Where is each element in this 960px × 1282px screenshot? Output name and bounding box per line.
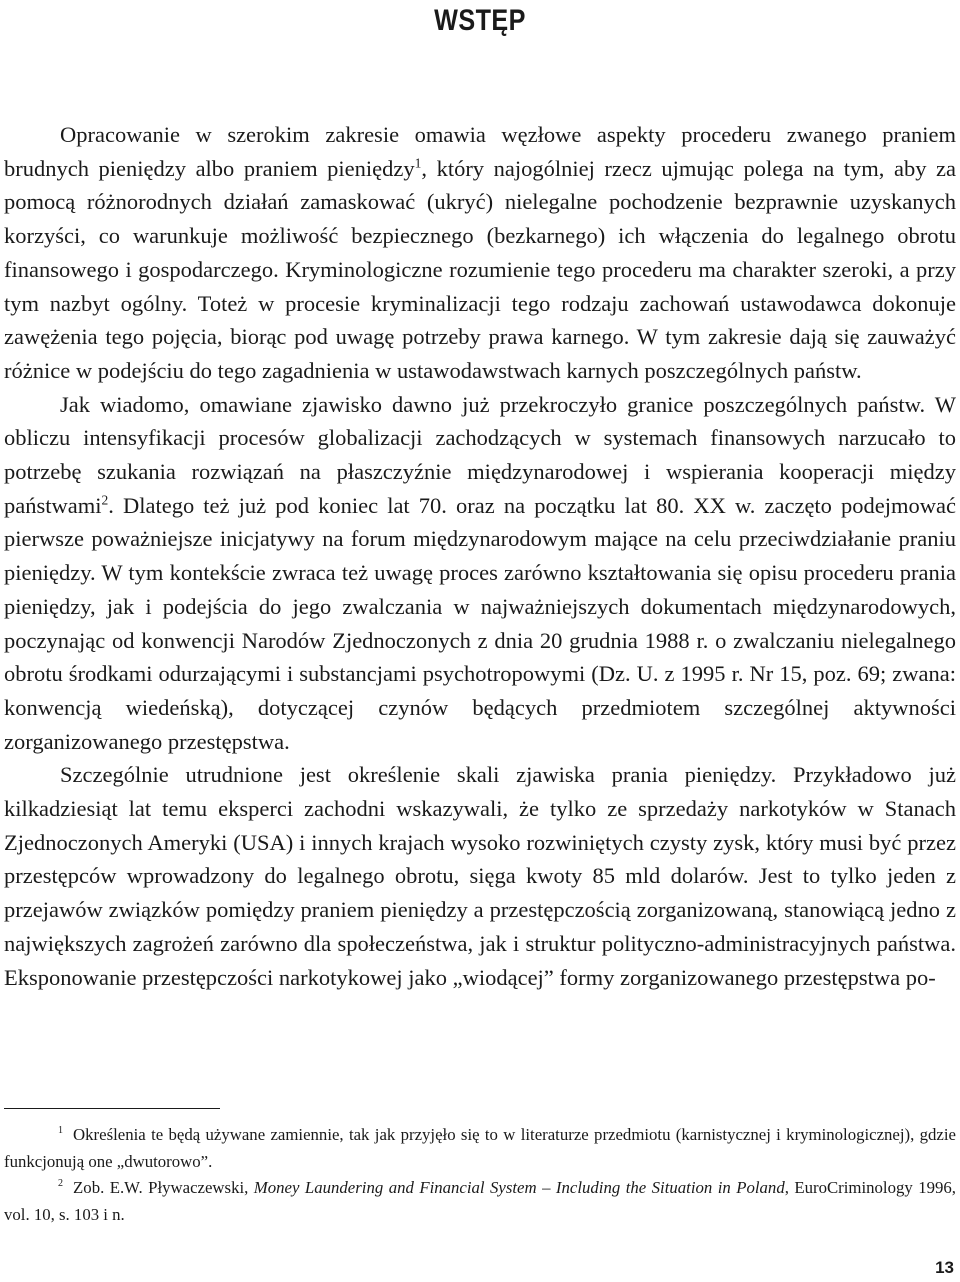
footnote-ref-2[interactable]: 2 xyxy=(101,492,109,508)
paragraph-2-text-a: Jak wiadomo, omawiane zjawisko dawno już przekroczyło granice poszczególnych państw. W obliczu intensyfikacji procesów globalizacji zachodzących w systemach finansowych narzucało to potrzebę szukania rozwiązań na płaszczyźnie międzynarodowej i wspierania kooperacji między państwami xyxy=(4,391,956,518)
footnote-2-suffix: , EuroCriminology 1996, vol. 10, s. 103 i n. xyxy=(4,1178,956,1224)
footnote-2-prefix: Zob. E.W. Pływaczewski, xyxy=(73,1178,254,1197)
paragraph-1-text-b: , który najogólniej rzecz ujmując polega na tym, aby za pomocą różnorodnych działań zamaskować (ukryć) nielegalne pochodzenie bezprawnie uzyskanych korzyści, co warunkuje możliwość bezpiecznego (bezkarnego) ich włączenia do legalnego obrotu finansowego i gospodarczego. Kryminologiczne rozumienie tego procederu ma charakter szeroki, a przy tym nazbyt ogólny. Toteż w procesie kryminalizacji tego rodzaju zachowań ustawodawca dokonuje zawężenia tego pojęcia, biorąc pod uwagę potrzeby prawa karnego. W tym zakresie dają się zauważyć różnice w podejściu do tego zagadnienia w ustawodawstwach karnych poszczególnych państw. xyxy=(4,155,956,383)
page-title: WSTĘP xyxy=(434,4,526,37)
footnotes xyxy=(4,1122,956,1228)
footnote-separator xyxy=(4,1108,220,1109)
footnote-2-title: Money Laundering and Financial System – Including the Situation in Poland xyxy=(253,1178,785,1197)
page-number: 13 xyxy=(935,1258,954,1277)
footnote-2-number: 2 xyxy=(58,1178,64,1190)
main-text xyxy=(4,118,956,994)
footnote-1-number: 1 xyxy=(58,1125,64,1137)
paragraph-2 xyxy=(4,388,956,759)
footnote-1 xyxy=(4,1122,956,1175)
footnote-2 xyxy=(4,1175,956,1228)
footnote-ref-1[interactable]: 1 xyxy=(414,155,422,171)
footnote-1-text: Określenia te będą używane zamiennie, tak jak przyjęło się to w literaturze przedmiotu (karnistycznej i kryminologicznej), gdzie funkcjonują one „dwutorowo”. xyxy=(4,1125,956,1171)
paragraph-2-text-b: . Dlatego też już pod koniec lat 70. oraz na początku lat 80. XX w. zaczęto podejmować pierwsze poważniejsze inicjatywy na forum międzynarodowym mające na celu przeciwdziałanie praniu pieniędzy. W tym kontekście zwraca też uwagę proces zarówno kształtowania się opisu procederu prania pieniędzy, jak i podejścia do jego zwalczania w najważniejszych dokumentach międzynarodowych, poczynając od konwencji Narodów Zjednoczonych z dnia 20 grudnia 1988 r. o zwalczaniu nielegalnego obrotu środkami odurzającymi i substancjami psychotropowymi (Dz. U. z 1995 r. Nr 15, poz. 69; zwana: konwencją wiedeńską), dotyczącej czynów będących przedmiotem szczególnej aktywności zorganizowanego przestępstwa. xyxy=(4,492,956,754)
paragraph-1 xyxy=(4,118,956,388)
paragraph-1-text-a: Opracowanie w szerokim zakresie omawia węzłowe aspekty procederu zwanego praniem brudnych pieniędzy albo praniem pieniędzy xyxy=(4,122,956,181)
paragraph-3: Szczególnie utrudnione jest określenie skali zjawiska prania pieniędzy. Przykładowo już kilkadziesiąt lat temu eksperci zachodni wskazywali, że tylko ze sprzedaży narkotyków w Stanach Zjednoczonych Ameryki (USA) i innych krajach wysoko rozwiniętych czysty zysk, który musi być przez przestępców wprowadzony do legalnego obrotu, sięga kwoty 85 mld dolarów. Jest to tylko jeden z przejawów związków pomiędzy praniem pieniędzy a przestępczością zorganizowaną, stanowiącą jedno z największych zagrożeń zarówno dla społeczeństwa, jak i struktur polityczno-administracyjnych państwa. Eksponowanie przestępczości narkotykowej jako „wiodącej” formy zorganizowanego przestępstwa po- xyxy=(4,762,956,990)
